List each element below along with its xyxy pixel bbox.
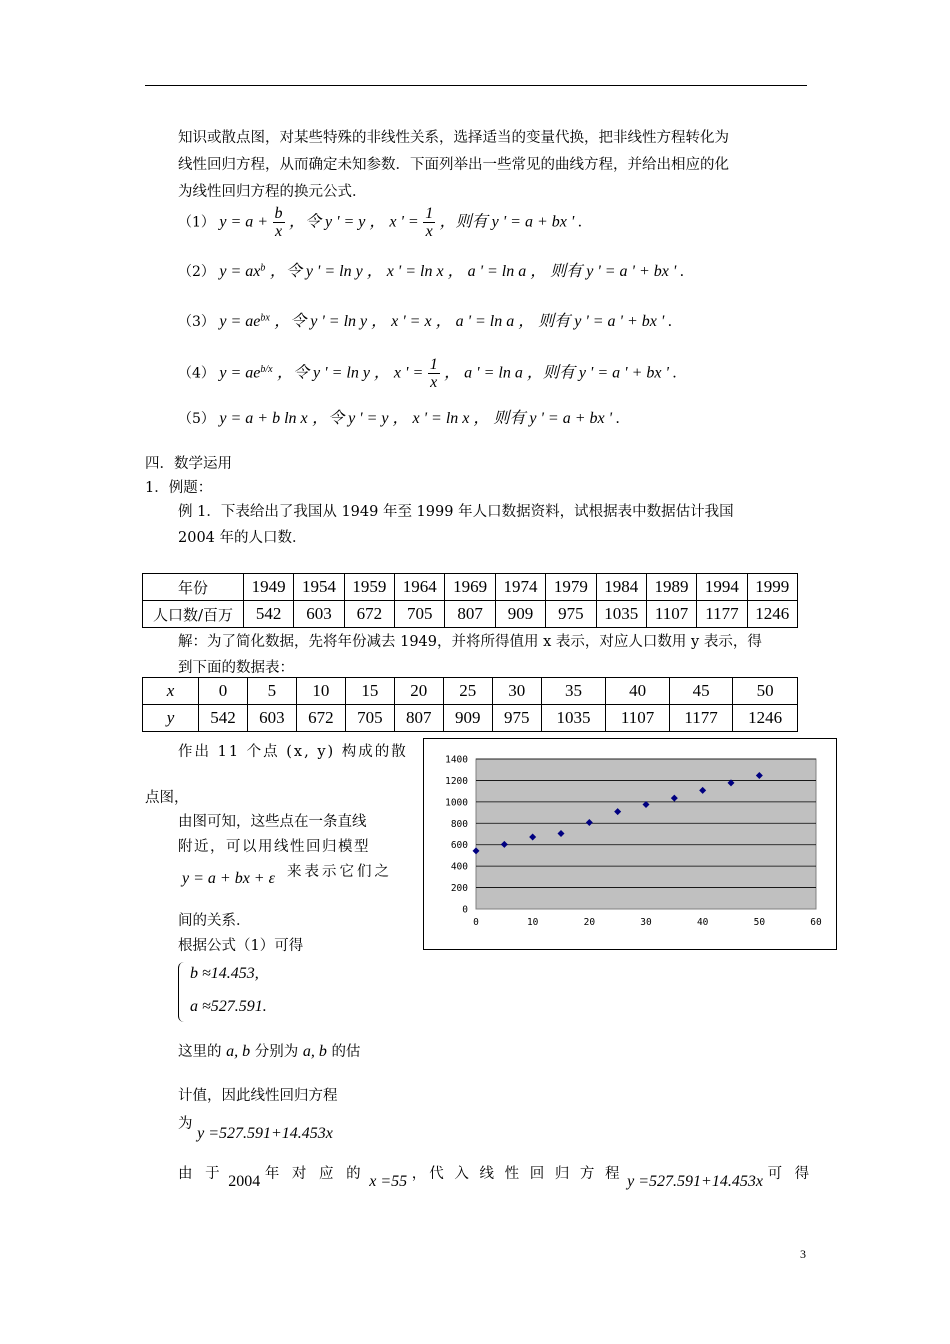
formula-substitution: ，令 y ' = y ， x ' = <box>288 213 419 231</box>
population-table <box>142 573 798 628</box>
b-estimate: b ≈14.453, <box>190 965 259 982</box>
fraction: $\frac{b}{x}$ <box>274 205 283 240</box>
y-tick-label: 800 <box>450 818 468 830</box>
table-header-cell: 1979 <box>546 574 596 601</box>
left-text-7: 根据公式（1）可得 <box>178 938 304 954</box>
table-cell: 672 <box>344 601 394 628</box>
formula-number: （2） <box>178 264 215 280</box>
x-tick-label: 0 <box>473 917 479 928</box>
left-text-5: 来表示它们之 <box>287 864 392 880</box>
table-header-cell: 25 <box>443 678 492 705</box>
table-header-cell: 1969 <box>445 574 495 601</box>
table-cell: 975 <box>492 705 541 732</box>
table-header-cell: 1949 <box>244 574 294 601</box>
table-header-cell: 1974 <box>495 574 545 601</box>
left-text-2: 点图， <box>145 790 189 806</box>
left-text-11: 由 于 2004 年 对 应 的 x =55 ，代 入 线 性 回 归 方 程 y =527.591+14.453x 可 得 <box>178 1166 814 1190</box>
formula-equation: y = ax <box>219 263 261 280</box>
formula-number: （1） <box>178 214 215 231</box>
table-header-cell: 1984 <box>596 574 646 601</box>
x-tick-label: 10 <box>526 917 539 928</box>
y-tick-label: 600 <box>450 840 468 852</box>
table-cell: 1177 <box>697 601 747 628</box>
formula-1 <box>178 205 582 240</box>
table-cell: 1107 <box>606 705 670 732</box>
exponent: bx <box>260 312 270 324</box>
table-row <box>143 678 798 705</box>
y-tick-label: 1200 <box>445 775 468 787</box>
table-cell: 1035 <box>596 601 646 628</box>
table-cell: 人口数/百万 <box>143 601 244 628</box>
left-text-6: 间的关系． <box>178 913 251 929</box>
left-text-4: 附近，可以用线性回归模型 <box>178 839 370 855</box>
table-cell: 909 <box>495 601 545 628</box>
solution-line-1: 解：为了简化数据，先将年份减去 1949，并将所得值用 x 表示，对应人口数用 y 表示，得 <box>178 634 762 650</box>
table-header-cell: 40 <box>606 678 670 705</box>
y-tick-label: 1000 <box>445 797 468 809</box>
table-cell: 603 <box>247 705 296 732</box>
solution-line-2: 到下面的数据表： <box>178 660 294 676</box>
table-cell: 1246 <box>747 601 797 628</box>
x-tick-label: 40 <box>696 917 709 928</box>
table-cell: 1107 <box>646 601 696 628</box>
table-header-cell: 20 <box>394 678 443 705</box>
header-rule <box>145 85 807 86</box>
table-header-cell: 1959 <box>344 574 394 601</box>
table-cell: 975 <box>546 601 596 628</box>
table-header-cell: 1964 <box>395 574 445 601</box>
table-header-cell: 年份 <box>143 574 244 601</box>
left-text-1: 作出 11 个点 (x, y) 构成的散 <box>178 744 408 760</box>
model-equation: y = a + bx + ε <box>182 870 275 887</box>
formula-substitution: ，令 y ' = ln y ， x ' = <box>277 364 424 382</box>
y-tick-label: 0 <box>462 904 468 916</box>
table-header-cell: 15 <box>345 678 394 705</box>
example-line-2: 2004 年的人口数． <box>178 530 307 546</box>
formula-equation: y = ae <box>219 364 261 382</box>
plot-area <box>476 759 816 909</box>
fraction: $\frac{1}{x}$ <box>429 356 438 391</box>
y-tick-label: 400 <box>450 861 468 873</box>
formula-equation: y = ae <box>219 313 261 330</box>
formula-number: （4） <box>178 365 215 382</box>
formula-2 <box>178 258 684 281</box>
table-cell: 1035 <box>541 705 606 732</box>
y-tick-label: 200 <box>450 883 468 895</box>
table-cell: 909 <box>443 705 492 732</box>
formula-result: ，则有 y ' = a + bx ' . <box>439 213 583 231</box>
table-cell: 603 <box>294 601 344 628</box>
formula-equation: y = a + b ln x <box>219 410 308 427</box>
table-header-cell: 35 <box>541 678 606 705</box>
table-cell: 542 <box>199 705 248 732</box>
x-tick-label: 20 <box>583 917 596 928</box>
left-text-8: 这里的 a, b 分别为 a, b 的估 <box>178 1043 361 1060</box>
xy-table <box>142 677 798 732</box>
left-text-10: 为 y =527.591+14.453x <box>178 1116 333 1142</box>
formula-5 <box>178 405 620 428</box>
table-header-cell: x <box>143 678 199 705</box>
x-tick-label: 30 <box>640 917 652 928</box>
scatter-plot-svg <box>424 739 836 949</box>
formula-result: ， a ' = ln a ，则有 y ' = a ' + bx ' . <box>444 364 677 382</box>
table-header-cell: 30 <box>492 678 541 705</box>
page-number: 3 <box>800 1247 806 1261</box>
formula-3 <box>178 308 672 331</box>
exponent: b/x <box>260 363 273 375</box>
table-header-cell: 5 <box>247 678 296 705</box>
formula-substitution: ，令 y ' = ln y ， x ' = x ， a ' = ln a ， 则有 y ' = a ' + bx ' . <box>274 313 673 330</box>
system-brace <box>178 962 187 1022</box>
table-header-cell: 50 <box>733 678 798 705</box>
table-cell: 672 <box>296 705 345 732</box>
formula-number: （3） <box>178 314 215 330</box>
left-text-3: 由图可知，这些点在一条直线 <box>178 814 367 830</box>
table-cell: 542 <box>244 601 294 628</box>
formula-substitution: ，令 y ' = ln y ， x ' = ln x ， a ' = ln a ， 则有 y ' = a ' + bx ' . <box>269 263 685 280</box>
section-heading: 四．数学运用 <box>145 456 232 472</box>
exponent: b <box>260 262 266 274</box>
table-cell: 705 <box>395 601 445 628</box>
formula-substitution: ，令 y ' = y ， x ' = ln x ， 则有 y ' = a + bx ' . <box>312 410 621 427</box>
table-cell: 807 <box>394 705 443 732</box>
table-cell: 1177 <box>669 705 733 732</box>
table-header-cell: 1994 <box>697 574 747 601</box>
formula-4 <box>178 356 677 391</box>
a-estimate: a ≈527.591. <box>190 998 267 1015</box>
table-header-cell: 1954 <box>294 574 344 601</box>
table-header-cell: 1989 <box>646 574 696 601</box>
table-cell: y <box>143 705 199 732</box>
table-header-cell: 0 <box>199 678 248 705</box>
table-row <box>143 705 798 732</box>
table-cell: 705 <box>345 705 394 732</box>
intro-line-3: 为线性回归方程的换元公式． <box>178 184 367 200</box>
table-header-cell: 1999 <box>747 574 797 601</box>
table-row <box>143 574 798 601</box>
table-header-cell: 45 <box>669 678 733 705</box>
table-row <box>143 601 798 628</box>
left-text-9: 计值，因此线性回归方程 <box>178 1088 338 1104</box>
x-tick-label: 50 <box>753 917 766 928</box>
subsection-heading: 1．例题： <box>145 480 213 496</box>
formula-equation: y = a + <box>219 213 269 231</box>
table-cell: 1246 <box>733 705 798 732</box>
table-cell: 807 <box>445 601 495 628</box>
example-line-1: 例 1．下表给出了我国从 1949 年至 1999 年人口数据资料，试根据表中数据估计我国 <box>178 504 734 520</box>
table-header-cell: 10 <box>296 678 345 705</box>
intro-paragraph <box>178 125 808 206</box>
scatter-chart <box>423 738 837 950</box>
y-tick-label: 1400 <box>445 754 468 766</box>
formula-number: （5） <box>178 411 215 427</box>
intro-line-1: 知识或散点图，对某些特殊的非线性关系，选择适当的变量代换，把非线性方程转化为 <box>178 130 729 146</box>
x-tick-label: 60 <box>810 917 822 928</box>
intro-line-2: 线性回归方程，从而确定未知参数．下面列举出一些常见的曲线方程，并给出相应的化 <box>178 157 729 173</box>
fraction: $\frac{1}{x}$ <box>425 205 434 240</box>
